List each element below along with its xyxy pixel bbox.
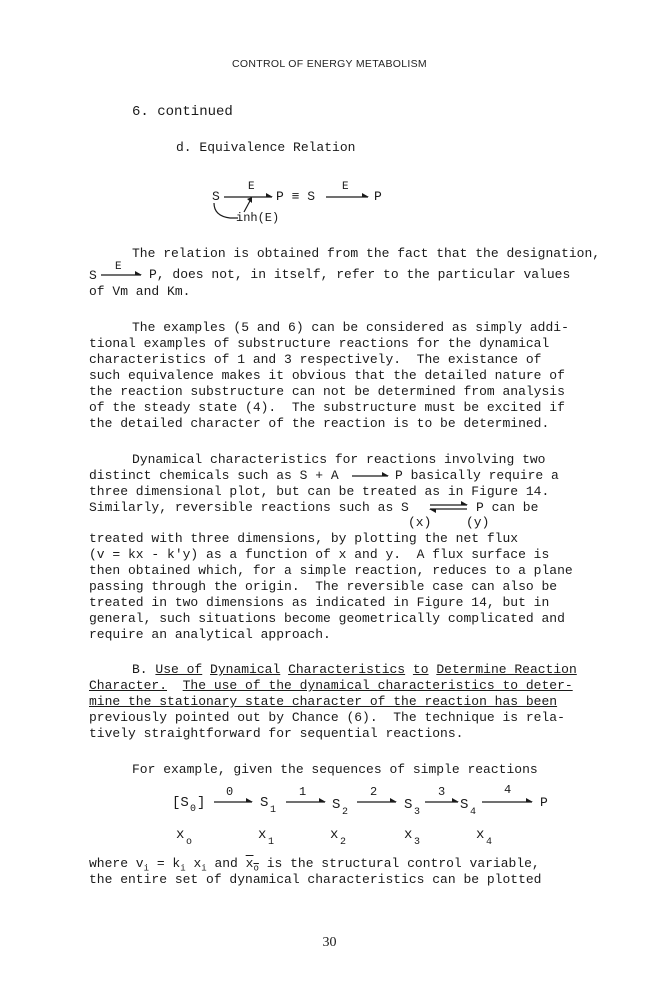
para3-line: passing through the origin. The reversible case can also be bbox=[89, 579, 558, 594]
heading-word: Character. bbox=[89, 678, 168, 693]
seq-node: S bbox=[332, 797, 341, 813]
para2-line: of the steady state (4). The substructure must be excited if bbox=[89, 400, 565, 415]
eq-enzyme-1: E bbox=[248, 181, 255, 193]
para2-line: tional examples of substructure reactions for the dynamical bbox=[89, 336, 550, 351]
seq-node: S bbox=[260, 795, 269, 811]
para6-sub: i bbox=[143, 863, 150, 874]
section-heading: 6. continued bbox=[132, 104, 233, 120]
xo-sub: o bbox=[253, 863, 259, 874]
para5-line: For example, given the sequences of simple reactions bbox=[132, 762, 538, 777]
para6-line2: the entire set of dynamical characteristics can be plotted bbox=[89, 872, 542, 887]
equivalence-equation bbox=[190, 172, 420, 232]
control-variable-xo bbox=[245, 856, 259, 874]
para6-sub: i bbox=[180, 863, 186, 874]
para3-line: Dynamical characteristics for reactions involving two bbox=[132, 452, 546, 467]
para2-line: such equivalence makes it obvious that the detailed nature of bbox=[89, 368, 565, 383]
seq-x-sub: 1 bbox=[268, 837, 275, 848]
section-b-heading-line1 bbox=[132, 662, 577, 678]
section-b-line2 bbox=[89, 678, 573, 694]
subsection-heading: d. Equivalence Relation bbox=[176, 140, 356, 155]
seq-product: P bbox=[540, 795, 548, 810]
para3-line: require an analytical approach. bbox=[89, 627, 331, 642]
para3-line: distinct chemicals such as S + A bbox=[89, 468, 339, 483]
irreversible-arrow bbox=[350, 468, 392, 484]
para3-line: Similarly, reversible reactions such as S bbox=[89, 500, 409, 515]
para2-line: the reaction substructure can not be determined from analysis bbox=[89, 384, 565, 399]
reversible-arrow bbox=[427, 498, 471, 516]
para1-s: S bbox=[89, 268, 97, 283]
para3-line: treated with three dimensions, by plotting the net flux bbox=[89, 531, 519, 546]
seq-x-sub: 3 bbox=[414, 837, 421, 848]
variable-y-label: (y) bbox=[466, 515, 490, 530]
seq-x: x bbox=[176, 827, 185, 843]
xo-symbol: x bbox=[245, 856, 254, 871]
para3-line: then obtained which, for a simple reaction, reduces to a plane bbox=[89, 563, 573, 578]
seq-node-sub: 4 bbox=[470, 807, 477, 818]
seq-arrow-label: 4 bbox=[504, 783, 512, 797]
para6-text: = k bbox=[149, 856, 181, 871]
seq-x: x bbox=[330, 827, 339, 843]
para3-line: general, such situations become geometrically complicated and bbox=[89, 611, 565, 626]
seq-arrow-label: 3 bbox=[438, 785, 446, 799]
para3-line: treated in two dimensions as indicated in Figure 14, but in bbox=[89, 595, 550, 610]
eq-enzyme-2: E bbox=[342, 181, 349, 193]
seq-x: x bbox=[258, 827, 267, 843]
seq-x-sub: o bbox=[186, 837, 193, 848]
seq-x: x bbox=[476, 827, 485, 843]
para6-text: where v bbox=[89, 856, 144, 871]
para3-line: P can be bbox=[476, 500, 539, 515]
para6-text: and bbox=[206, 856, 246, 871]
seq-s0: [S bbox=[172, 795, 189, 811]
para6-sub: i bbox=[201, 863, 207, 874]
reaction-sequence bbox=[160, 778, 580, 850]
heading-word: Dynamical bbox=[210, 662, 281, 677]
para4-text: The use of the dynamical characteristics to deter- bbox=[182, 678, 573, 693]
para6-text: x bbox=[185, 856, 202, 871]
para1-inline-reaction bbox=[89, 260, 149, 284]
eq-p-equiv-s: P ≡ S bbox=[276, 189, 316, 204]
eq-inhibitor: inh(E) bbox=[236, 211, 280, 225]
seq-node: S bbox=[404, 797, 413, 813]
seq-arrow-label: 0 bbox=[226, 785, 234, 799]
para2-line: The examples (5 and 6) can be considered as simply addi- bbox=[132, 320, 569, 335]
para1-line3: of Vm and Km. bbox=[89, 284, 191, 299]
para4-line: mine the stationary state character of the reaction has been bbox=[89, 694, 558, 709]
seq-x-sub: 2 bbox=[340, 837, 347, 848]
section-b-label: B. bbox=[132, 662, 148, 677]
heading-word: Use of bbox=[155, 662, 203, 677]
seq-s0-close: ] bbox=[197, 795, 206, 811]
para2-line: the detailed character of the reaction is to be determined. bbox=[89, 416, 550, 431]
variable-x-label: (x) bbox=[408, 515, 432, 530]
seq-node-sub: 3 bbox=[414, 807, 421, 818]
para1-e: E bbox=[115, 261, 122, 273]
seq-x-sub: 4 bbox=[486, 837, 493, 848]
seq-node: S bbox=[460, 797, 469, 813]
para2-line: characteristics of 1 and 3 respectively. The existance of bbox=[89, 352, 542, 367]
seq-node-sub: 1 bbox=[270, 805, 277, 816]
heading-word: to bbox=[412, 662, 429, 677]
seq-arrow-label: 1 bbox=[299, 785, 307, 799]
para3-line: (v = kx - k'y) as a function of x and y. A flux surface is bbox=[89, 547, 550, 562]
para3-line: three dimensional plot, but can be treated as in Figure 14. bbox=[89, 484, 550, 499]
heading-word: Determine Reaction bbox=[436, 662, 577, 677]
para1-line1: The relation is obtained from the fact that the designation, bbox=[132, 246, 601, 261]
eq-s: S bbox=[212, 189, 220, 204]
seq-node-sub: 2 bbox=[342, 807, 349, 818]
seq-x: x bbox=[404, 827, 413, 843]
para4-line: previously pointed out by Chance (6). The technique is rela- bbox=[89, 710, 565, 725]
seq-arrow-label: 2 bbox=[370, 785, 378, 799]
seq-s0-sub: 0 bbox=[190, 804, 197, 815]
page-number: 30 bbox=[322, 935, 337, 950]
para1-line2: P, does not, in itself, refer to the particular values bbox=[149, 267, 571, 282]
para4-line: tively straightforward for sequential reactions. bbox=[89, 726, 464, 741]
para6-text: is the structural control variable, bbox=[258, 856, 540, 871]
eq-p: P bbox=[374, 189, 382, 204]
running-header: CONTROL OF ENERGY METABOLISM bbox=[232, 58, 427, 70]
heading-word: Characteristics bbox=[288, 662, 406, 677]
para3-line: P basically require a bbox=[395, 468, 559, 483]
